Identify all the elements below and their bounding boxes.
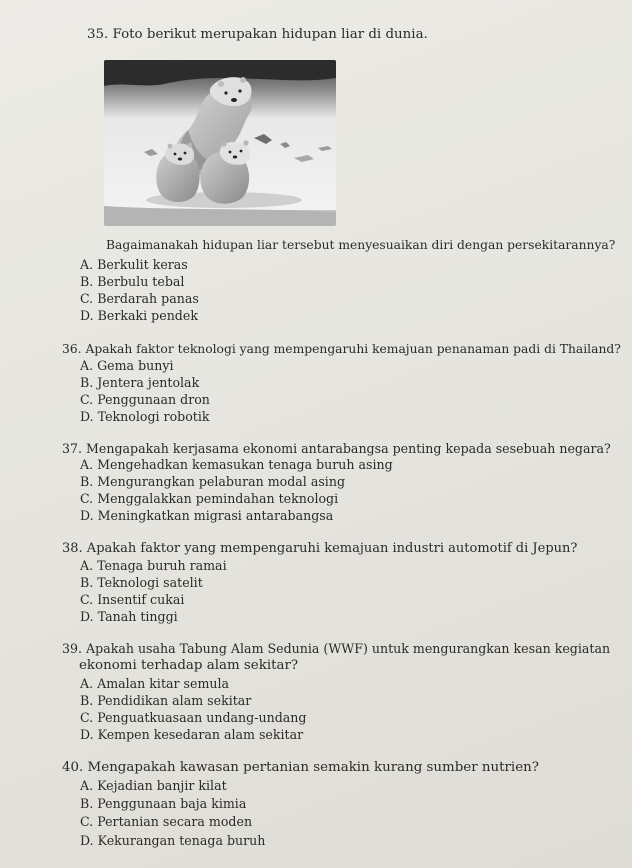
question-35-option-d: D. Berkaki pendek: [80, 308, 198, 323]
question-37-option-d: D. Meningkatkan migrasi antarabangsa: [80, 508, 334, 523]
polar-bear-photo: [104, 60, 336, 226]
question-39-text-line-2: ekonomi terhadap alam sekitar?: [79, 658, 299, 673]
question-40-option-d: D. Kekurangan tenaga buruh: [80, 833, 266, 848]
question-35-text: 35. Foto berikut merupakan hidupan liar di dunia.: [87, 27, 428, 42]
question-35-option-a: A. Berkulit keras: [80, 257, 188, 272]
question-38-option-b: B. Teknologi satelit: [80, 575, 203, 590]
question-39-text-line-1: 39. Apakah usaha Tabung Alam Sedunia (WWF) untuk mengurangkan kesan kegiatan: [62, 641, 611, 656]
question-37-option-a: A. Mengehadkan kemasukan tenaga buruh asing: [80, 457, 393, 472]
question-36-option-c: C. Penggunaan dron: [80, 392, 210, 407]
question-38-text: 38. Apakah faktor yang mempengaruhi kemajuan industri automotif di Jepun?: [62, 541, 578, 556]
question-40-option-a: A. Kejadian banjir kilat: [80, 778, 227, 793]
question-35-option-c: C. Berdarah panas: [80, 291, 199, 306]
question-37-text: 37. Mengapakah kerjasama ekonomi antarabangsa penting kepada sesebuah negara?: [62, 441, 611, 456]
question-36-text: 36. Apakah faktor teknologi yang mempengaruhi kemajuan penanaman padi di Thailand?: [62, 342, 621, 356]
question-39-option-a: A. Amalan kitar semula: [80, 676, 230, 691]
question-36-option-a: A. Gema bunyi: [80, 358, 174, 373]
question-40-option-c: C. Pertanian secara moden: [80, 814, 253, 829]
question-39-option-d: D. Kempen kesedaran alam sekitar: [80, 727, 304, 742]
question-37-option-b: B. Mengurangkan pelaburan modal asing: [80, 474, 346, 489]
question-36-option-b: B. Jentera jentolak: [80, 375, 200, 390]
question-35-option-b: B. Berbulu tebal: [80, 274, 185, 289]
question-39-option-c: C. Penguatkuasaan undang-undang: [80, 710, 307, 725]
question-38-option-c: C. Insentif cukai: [80, 592, 185, 607]
question-35-sub-question: Bagaimanakah hidupan liar tersebut menyesuaikan diri dengan persekitarannya?: [106, 238, 616, 252]
question-40-text: 40. Mengapakah kawasan pertanian semakin kurang sumber nutrien?: [62, 760, 539, 775]
question-38-option-d: D. Tanah tinggi: [80, 609, 178, 624]
question-37-option-c: C. Menggalakkan pemindahan teknologi: [80, 491, 339, 506]
question-38-option-a: A. Tenaga buruh ramai: [80, 558, 227, 573]
question-39-option-b: B. Pendidikan alam sekitar: [80, 693, 252, 708]
question-36-option-d: D. Teknologi robotik: [80, 409, 210, 424]
question-40-option-b: B. Penggunaan baja kimia: [80, 796, 247, 811]
